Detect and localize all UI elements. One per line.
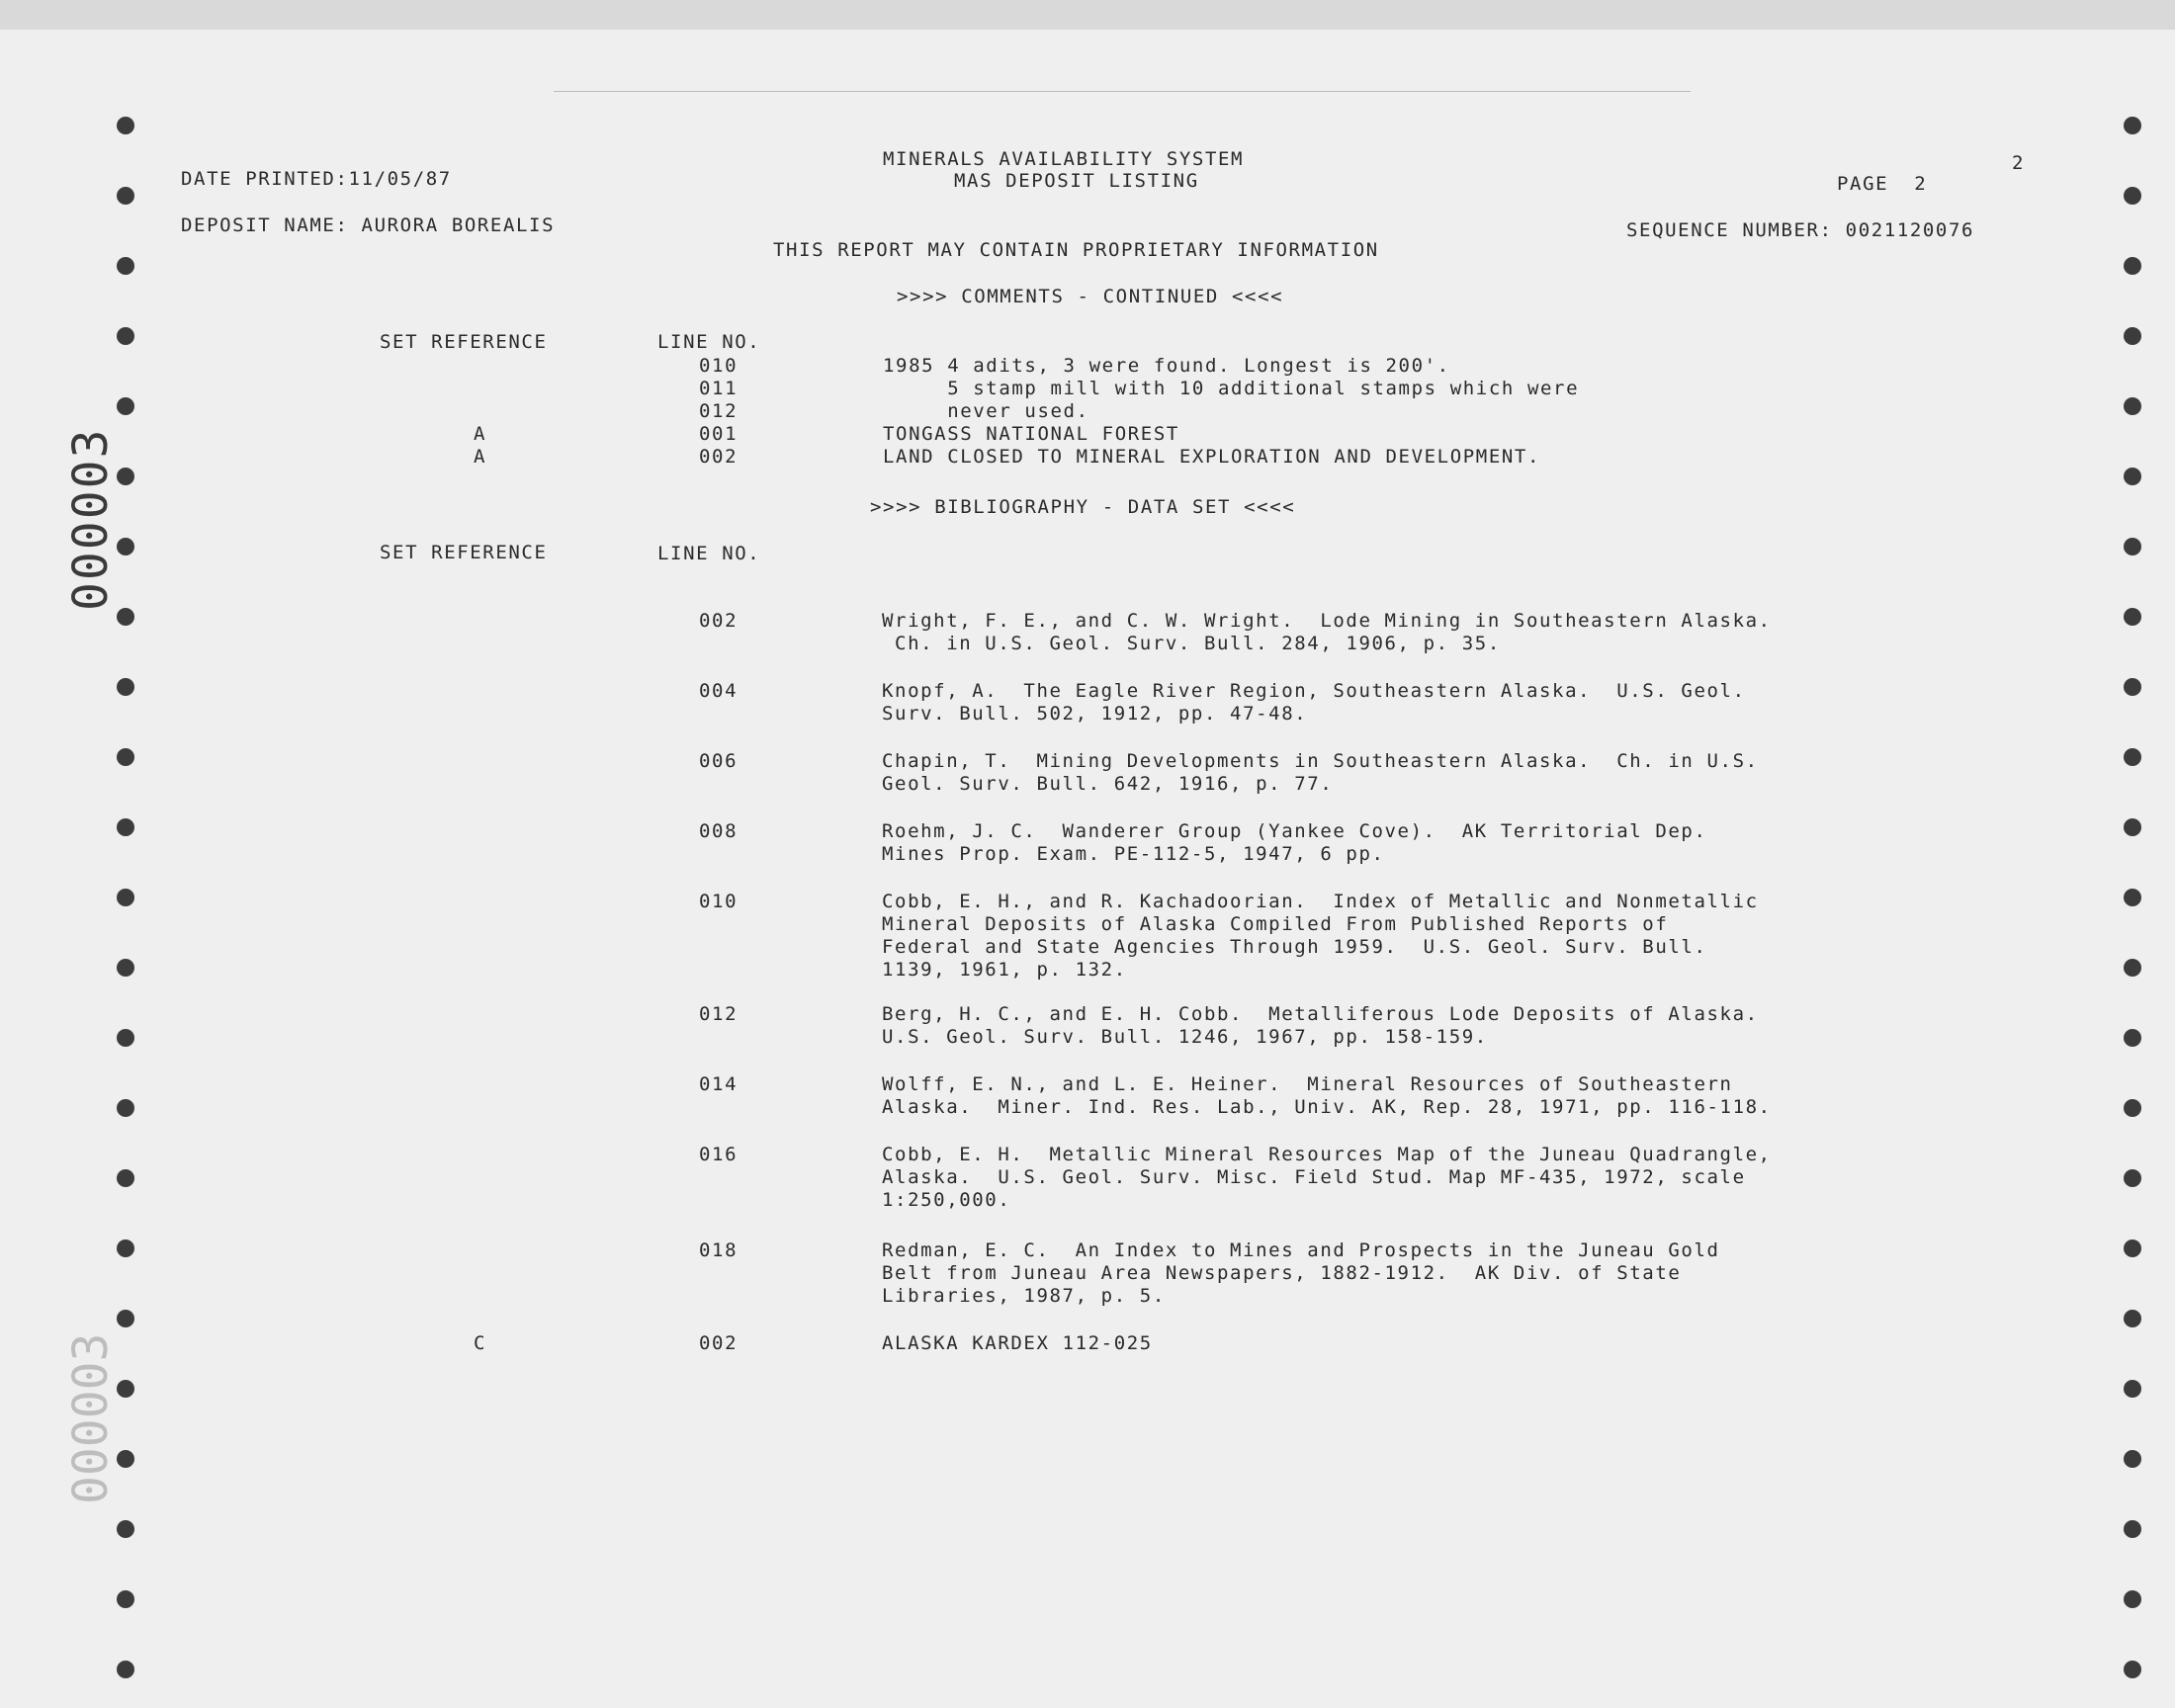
proprietary-notice: THIS REPORT MAY CONTAIN PROPRIETARY INFORMATION [773,239,1379,261]
tractor-hole [2124,187,2141,205]
bibliography-citation-line: Alaska. Miner. Ind. Res. Lab., Univ. AK, Rep. 28, 1971, pp. 116-118. [882,1096,1772,1118]
tractor-hole [2124,818,2141,836]
corner-number: 2 [2012,152,2026,174]
bibliography-citation-line: ALASKA KARDEX 112-025 [882,1332,1153,1354]
tear-line [554,91,1691,92]
tractor-hole [117,257,134,275]
comment-set-reference: A [474,423,487,445]
bibliography-citation-line: Federal and State Agencies Through 1959. U.S. Geol. Surv. Bull. [882,936,1707,958]
bibliography-line-number: 002 [699,1332,739,1354]
bibliography-citation-line: Surv. Bull. 502, 1912, pp. 47-48. [882,703,1308,725]
bibliography-col-line-no: LINE NO. [657,543,761,564]
bibliography-set-reference: C [474,1332,487,1354]
tractor-hole [2124,327,2141,345]
tractor-hole [2124,889,2141,906]
comments-heading: >>>> COMMENTS - CONTINUED <<<< [897,286,1284,307]
bibliography-citation-line: Geol. Surv. Bull. 642, 1916, p. 77. [882,773,1334,795]
bibliography-citation-line: Redman, E. C. An Index to Mines and Prospects in the Juneau Gold [882,1239,1720,1261]
tractor-hole [2124,1450,2141,1468]
tractor-hole [117,187,134,205]
tractor-hole [2124,1029,2141,1047]
bibliography-heading: >>>> BIBLIOGRAPHY - DATA SET <<<< [870,496,1296,518]
tractor-hole [2124,538,2141,555]
comment-text: never used. [883,400,1089,422]
tractor-hole [2124,1380,2141,1398]
tractor-hole [2124,1590,2141,1608]
tractor-hole [2124,608,2141,626]
bibliography-line-number: 008 [699,820,739,842]
comment-line-number: 011 [699,378,739,399]
bibliography-line-number: 004 [699,680,739,702]
comment-line-number: 001 [699,423,739,445]
tractor-hole [2124,1169,2141,1187]
sequence-number: SEQUENCE NUMBER: 0021120076 [1626,219,1975,241]
comment-line-number: 010 [699,355,739,377]
bibliography-citation-line: U.S. Geol. Surv. Bull. 1246, 1967, pp. 158-159. [882,1026,1488,1048]
tractor-hole [117,1239,134,1257]
bibliography-citation-line: Knopf, A. The Eagle River Region, Southeastern Alaska. U.S. Geol. [882,680,1746,702]
tractor-hole [2124,959,2141,977]
tractor-hole [117,818,134,836]
bibliography-citation-line: Mines Prop. Exam. PE-112-5, 1947, 6 pp. [882,843,1385,865]
bibliography-citation-line: Wright, F. E., and C. W. Wright. Lode Mining in Southeastern Alaska. [882,610,1772,632]
tractor-hole [2124,1310,2141,1327]
comment-text: 1985 4 adits, 3 were found. Longest is 200'. [883,355,1450,377]
deposit-name: DEPOSIT NAME: AURORA BOREALIS [181,214,556,236]
printout-page [0,30,2175,1708]
bibliography-citation-line: 1139, 1961, p. 132. [882,959,1127,981]
bibliography-citation-line: Belt from Juneau Area Newspapers, 1882-1912. AK Div. of State [882,1262,1682,1284]
bibliography-line-number: 010 [699,891,739,912]
bibliography-citation-line: Wolff, E. N., and L. E. Heiner. Mineral Resources of Southeastern [882,1073,1733,1095]
tractor-hole [117,1661,134,1678]
tractor-hole [2124,1661,2141,1678]
bibliography-citation-line: Chapin, T. Mining Developments in Southeastern Alaska. Ch. in U.S. [882,750,1759,772]
date-printed: DATE PRINTED:11/05/87 [181,168,452,190]
tractor-hole [117,1590,134,1608]
comments-col-line-no: LINE NO. [657,331,761,353]
bibliography-line-number: 012 [699,1003,739,1025]
tractor-hole [2124,257,2141,275]
bibliography-citation-line: Libraries, 1987, p. 5. [882,1285,1166,1307]
bibliography-citation-line: Cobb, E. H. Metallic Mineral Resources Map of the Juneau Quadrangle, [882,1144,1772,1165]
tractor-hole [2124,1520,2141,1538]
bibliography-citation-line: 1:250,000. [882,1189,1011,1211]
tractor-hole [117,1169,134,1187]
tractor-hole [2124,748,2141,766]
bibliography-line-number: 002 [699,610,739,632]
comment-text: LAND CLOSED TO MINERAL EXPLORATION AND DEVELOPMENT. [883,446,1540,468]
bibliography-line-number: 014 [699,1073,739,1095]
tractor-hole [117,327,134,345]
tractor-hole [117,889,134,906]
tractor-hole [2124,117,2141,134]
comment-set-reference: A [474,446,487,468]
tractor-hole [2124,1239,2141,1257]
tractor-hole [2124,468,2141,485]
bibliography-line-number: 016 [699,1144,739,1165]
page-label: PAGE 2 [1837,173,1928,195]
bibliography-line-number: 006 [699,750,739,772]
bibliography-citation-line: Cobb, E. H., and R. Kachadoorian. Index of Metallic and Nonmetallic [882,891,1759,912]
comments-col-set-reference: SET REFERENCE [380,331,548,353]
tractor-hole [117,1520,134,1538]
tractor-hole [2124,1099,2141,1117]
tractor-hole [2124,397,2141,415]
tractor-hole [117,117,134,134]
bibliography-col-set-reference: SET REFERENCE [380,542,548,563]
tractor-hole [117,748,134,766]
bibliography-citation-line: Roehm, J. C. Wanderer Group (Yankee Cove). AK Territorial Dep. [882,820,1707,842]
bibliography-citation-line: Berg, H. C., and E. H. Cobb. Metalliferous Lode Deposits of Alaska. [882,1003,1759,1025]
faint-page-stamp: 000003 [63,1332,119,1504]
bibliography-citation-line: Ch. in U.S. Geol. Surv. Bull. 284, 1906, p. 35. [882,633,1501,654]
comment-line-number: 012 [699,400,739,422]
tractor-hole [2124,678,2141,696]
tractor-hole [117,678,134,696]
system-title: MINERALS AVAILABILITY SYSTEM [883,148,1245,170]
tractor-hole [117,1099,134,1117]
tractor-hole [117,1029,134,1047]
page-number-stamp: 000003 [63,427,119,611]
comment-line-number: 002 [699,446,739,468]
comment-text: 5 stamp mill with 10 additional stamps which were [883,378,1580,399]
bibliography-line-number: 018 [699,1239,739,1261]
listing-title: MAS DEPOSIT LISTING [954,170,1199,192]
comment-text: TONGASS NATIONAL FOREST [883,423,1179,445]
bibliography-citation-line: Mineral Deposits of Alaska Compiled From Published Reports of [882,913,1669,935]
bibliography-citation-line: Alaska. U.S. Geol. Surv. Misc. Field Stud. Map MF-435, 1972, scale [882,1166,1746,1188]
tractor-hole [117,959,134,977]
